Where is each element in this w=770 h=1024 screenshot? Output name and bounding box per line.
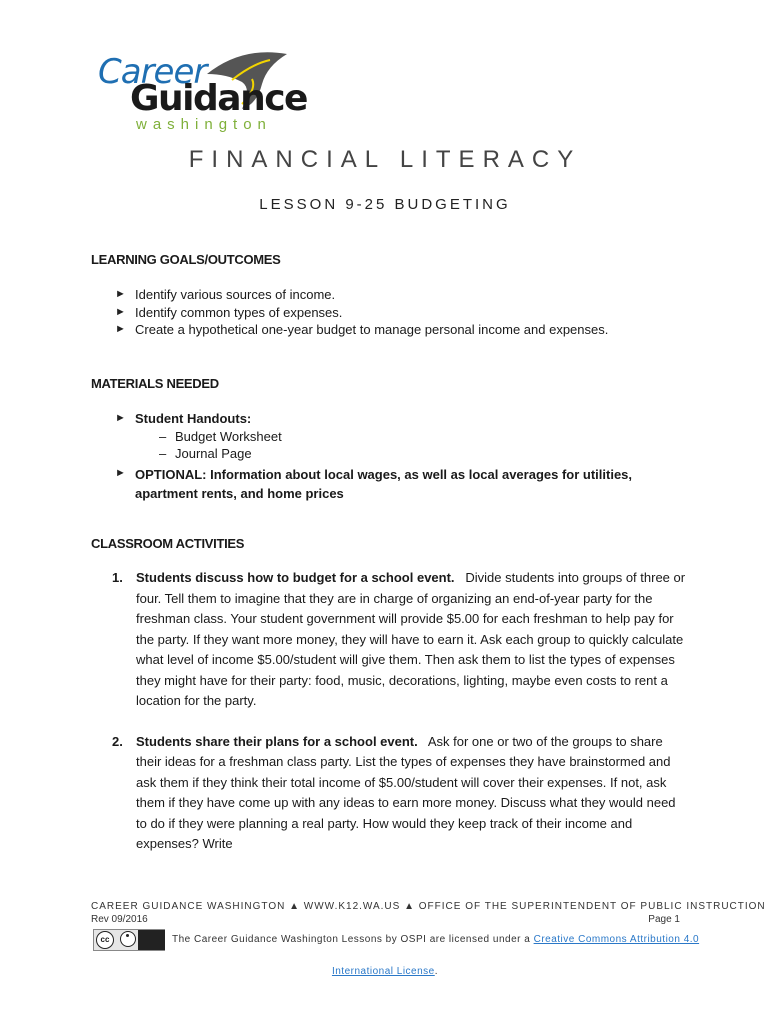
triangle-bullet-icon: ► xyxy=(115,323,126,335)
footer-page-number: Page 1 xyxy=(648,914,680,925)
license-statement: The Career Guidance Washington Lessons by OSPI are licensed under a Creative Commons Attribution 4.0 xyxy=(172,934,700,945)
footer-revision: Rev 09/2016 xyxy=(91,914,148,925)
handouts-sublist xyxy=(115,428,685,463)
goals-list xyxy=(115,286,685,339)
license-statement-continued: International License. xyxy=(331,966,439,977)
lesson-subtitle: LESSON 9-25 BUDGETING xyxy=(259,196,511,213)
footer-organization-line: CAREER GUIDANCE WASHINGTON ▲ WWW.K12.WA.US ▲ OFFICE OF THE SUPERINTENDENT OF PUBLIC INSTRUCTION xyxy=(91,901,766,912)
activities-list xyxy=(112,568,687,875)
license-link[interactable]: Creative Commons Attribution 4.0 xyxy=(533,934,700,945)
list-item: ► Identify common types of expenses. xyxy=(115,304,343,320)
list-item: 1. Students discuss how to budget for a school event. Divide students into groups of three or four. Tell them to imagine that they are in charge of organizing an end-of-year party for the freshman class. Your student government will provide $5.00 for each freshman to help pay for the party. If they want more money, they will have to earn it. Ask each group to quickly calculate what level of income $5.00/student will give them. Then ask them to list the types of expenses they might have for their party: food, music, decorations, lighting, maybe even costs to rent a location for the party. xyxy=(112,570,686,708)
by-label-icon xyxy=(138,930,165,950)
triangle-bullet-icon: ► xyxy=(115,288,126,300)
creative-commons-badge-icon[interactable] xyxy=(93,929,165,951)
triangle-bullet-icon: ► xyxy=(115,466,126,479)
career-guidance-logo xyxy=(92,44,307,134)
attribution-person-icon xyxy=(120,931,136,947)
list-item: ► Student Handouts: – Budget Worksheet – Journal Page xyxy=(115,410,685,463)
goals-heading: LEARNING GOALS/OUTCOMES xyxy=(91,252,281,267)
list-item: ► Create a hypothetical one-year budget to manage personal income and expenses. xyxy=(115,322,609,337)
list-item: 2. Students share their plans for a school event. Ask for one or two of the groups to share their ideas for a freshman class party. List the types of expenses they have brainstormed and ask them if they think their total income of $5.00/student will cover their expenses. If not, ask them if they have come up with any ideas to earn more money. Discuss what they would need to do if they were planning a real party. How would they keep track of their income and expenses? Write xyxy=(112,733,676,851)
document-title: FINANCIAL LITERACY xyxy=(188,146,582,173)
list-item: – Journal Page xyxy=(159,446,252,461)
logo-guidance-text: Guidance xyxy=(130,78,307,119)
triangle-bullet-icon: ► xyxy=(115,305,126,318)
list-item: ► Identify various sources of income. xyxy=(115,287,336,302)
list-item: ► OPTIONAL: Information about local wages, as well as local averages for utilities, apartment rents, and home prices xyxy=(115,466,633,501)
logo-washington-text: washington xyxy=(136,116,272,133)
cc-icon: cc xyxy=(96,931,114,949)
materials-list xyxy=(115,410,685,503)
activities-heading: CLASSROOM ACTIVITIES xyxy=(91,536,245,551)
triangle-bullet-icon: ► xyxy=(115,412,126,424)
logo-career-text: Career xyxy=(98,52,207,92)
license-link-continued[interactable]: International License xyxy=(331,966,435,977)
list-item: – Budget Worksheet xyxy=(159,428,282,444)
materials-heading: MATERIALS NEEDED xyxy=(91,376,219,391)
